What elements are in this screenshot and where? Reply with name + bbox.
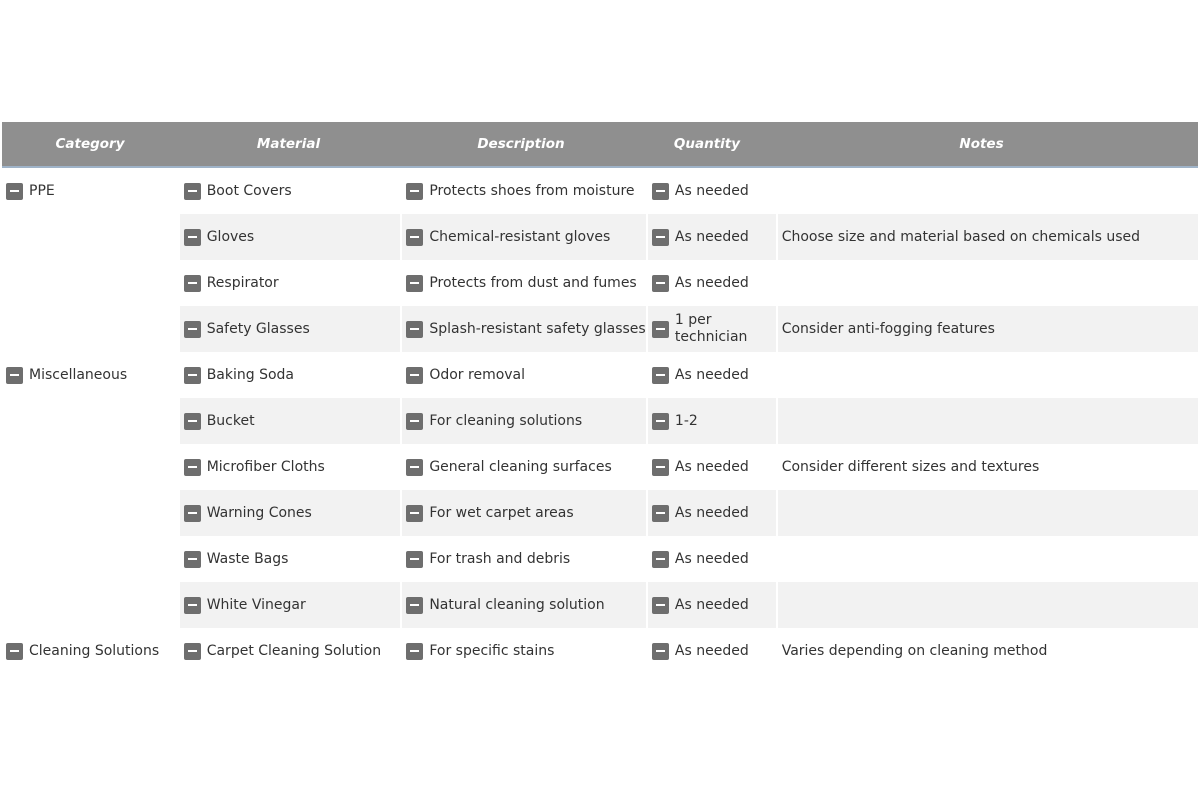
cell-category (2, 306, 178, 352)
cell-category (2, 214, 178, 260)
collapse-icon[interactable] (406, 367, 423, 384)
cell-text: Cleaning Solutions (29, 643, 160, 659)
cell-text: Respirator (206, 275, 279, 291)
cell-material (180, 168, 401, 214)
table-row (2, 398, 1198, 444)
collapse-icon[interactable] (652, 321, 669, 338)
header-category[interactable]: Category (55, 136, 125, 152)
cell-text: For trash and debris (429, 551, 571, 567)
header-quantity[interactable]: Quantity (673, 136, 741, 152)
cell-quantity (648, 168, 776, 214)
collapse-icon[interactable] (406, 597, 423, 614)
cell-text: Microfiber Cloths (206, 459, 325, 475)
collapse-icon[interactable] (184, 643, 201, 660)
cell-material (180, 214, 401, 260)
cell-quantity (648, 582, 776, 628)
cell-notes (778, 398, 1198, 444)
cell-text: For cleaning solutions (429, 413, 583, 429)
cell-category (2, 582, 178, 628)
cell-quantity (648, 214, 776, 260)
table-row (2, 260, 1198, 306)
cell-text: Baking Soda (206, 367, 295, 383)
header-description[interactable]: Description (477, 136, 565, 152)
cell-quantity (648, 536, 776, 582)
cell-description (402, 536, 646, 582)
cell-notes (778, 260, 1198, 306)
collapse-icon[interactable] (184, 413, 201, 430)
table-row (2, 582, 1198, 628)
collapse-icon[interactable] (652, 183, 669, 200)
cell-notes (778, 628, 1198, 674)
cell-description (402, 214, 646, 260)
cell-quantity (648, 398, 776, 444)
cell-text: PPE (29, 183, 55, 199)
cell-notes (778, 214, 1198, 260)
collapse-icon[interactable] (406, 505, 423, 522)
collapse-icon[interactable] (652, 275, 669, 292)
cell-material (180, 536, 401, 582)
cell-notes (778, 490, 1198, 536)
table-row (2, 214, 1198, 260)
cell-text: Waste Bags (206, 551, 289, 567)
collapse-icon[interactable] (652, 643, 669, 660)
collapse-icon[interactable] (406, 643, 423, 660)
table-row (2, 444, 1198, 490)
cell-notes (778, 352, 1198, 398)
cell-description (402, 168, 646, 214)
cell-description (402, 582, 646, 628)
cell-material (180, 260, 401, 306)
cell-material (180, 582, 401, 628)
cell-quantity (648, 490, 776, 536)
cell-text: 1-2 (674, 413, 698, 429)
cell-material (180, 490, 401, 536)
collapse-icon[interactable] (652, 505, 669, 522)
collapse-icon[interactable] (406, 321, 423, 338)
cell-text: As needed (674, 643, 749, 659)
table-header (2, 122, 1198, 168)
cell-category (2, 628, 178, 674)
cell-quantity (648, 306, 776, 352)
cell-category (2, 168, 178, 214)
header-notes[interactable]: Notes (959, 136, 1004, 152)
cell-text: For specific stains (429, 643, 555, 659)
cell-category (2, 444, 178, 490)
table-row (2, 628, 1198, 674)
cell-text: Natural cleaning solution (429, 597, 605, 613)
cell-notes (778, 168, 1198, 214)
cell-text: Boot Covers (206, 183, 292, 199)
table-body (2, 168, 1198, 674)
collapse-icon[interactable] (184, 183, 201, 200)
collapse-icon[interactable] (652, 551, 669, 568)
collapse-icon[interactable] (184, 597, 201, 614)
cell-text: As needed (674, 551, 749, 567)
cell-text: Gloves (206, 229, 255, 245)
collapse-icon[interactable] (184, 367, 201, 384)
cell-text: Chemical-resistant gloves (429, 229, 611, 245)
cell-quantity (648, 444, 776, 490)
collapse-icon[interactable] (184, 459, 201, 476)
cell-text: As needed (674, 367, 749, 383)
cell-text: As needed (674, 229, 749, 245)
cell-description (402, 628, 646, 674)
cell-description (402, 306, 646, 352)
collapse-icon[interactable] (652, 459, 669, 476)
cell-quantity (648, 628, 776, 674)
collapse-icon[interactable] (406, 413, 423, 430)
collapse-icon[interactable] (6, 367, 23, 384)
collapse-icon[interactable] (652, 597, 669, 614)
collapse-icon[interactable] (406, 275, 423, 292)
collapse-icon[interactable] (406, 183, 423, 200)
cell-material (180, 398, 401, 444)
cell-text: As needed (674, 597, 749, 613)
cell-description (402, 260, 646, 306)
cell-material (180, 306, 401, 352)
cell-description (402, 490, 646, 536)
cell-text: Splash-resistant safety glasses (429, 321, 646, 337)
collapse-icon[interactable] (184, 321, 201, 338)
collapse-icon[interactable] (652, 367, 669, 384)
cell-text: White Vinegar (206, 597, 306, 613)
cell-description (402, 352, 646, 398)
cell-description (402, 398, 646, 444)
table-row (2, 168, 1198, 214)
cell-text: Protects shoes from moisture (429, 183, 635, 199)
cell-notes (778, 306, 1198, 352)
cell-text: Carpet Cleaning Solution (206, 643, 382, 659)
cell-material (180, 628, 401, 674)
collapse-icon[interactable] (184, 275, 201, 292)
cell-material (180, 444, 401, 490)
materials-table (2, 122, 1198, 674)
collapse-icon[interactable] (184, 229, 201, 246)
collapse-icon[interactable] (6, 183, 23, 200)
cell-text: 1 per technician (674, 312, 748, 345)
header-material[interactable]: Material (256, 136, 321, 152)
cell-notes (778, 582, 1198, 628)
cell-notes (778, 536, 1198, 582)
cell-category (2, 352, 178, 398)
collapse-icon[interactable] (652, 229, 669, 246)
cell-category (2, 398, 178, 444)
cell-category (2, 260, 178, 306)
cell-text: Warning Cones (206, 505, 312, 521)
cell-description (402, 444, 646, 490)
cell-text: As needed (674, 459, 749, 475)
collapse-icon[interactable] (406, 551, 423, 568)
cell-text: Choose size and material based on chemicals used (781, 229, 1140, 245)
collapse-icon[interactable] (652, 413, 669, 430)
table-row (2, 536, 1198, 582)
cell-notes (778, 444, 1198, 490)
cell-text: As needed (674, 183, 749, 199)
collapse-icon[interactable] (406, 229, 423, 246)
table-row (2, 306, 1198, 352)
cell-text: Miscellaneous (29, 367, 128, 383)
cell-text: Bucket (206, 413, 255, 429)
cell-text: For wet carpet areas (429, 505, 574, 521)
cell-text: Safety Glasses (206, 321, 310, 337)
table-row (2, 490, 1198, 536)
cell-text: Consider different sizes and textures (781, 459, 1040, 475)
cell-category (2, 490, 178, 536)
collapse-icon[interactable] (184, 505, 201, 522)
cell-text: As needed (674, 275, 749, 291)
cell-text: Varies depending on cleaning method (781, 643, 1048, 659)
cell-material (180, 352, 401, 398)
cell-quantity (648, 260, 776, 306)
cell-text: Odor removal (429, 367, 526, 383)
cell-category (2, 536, 178, 582)
cell-text: As needed (674, 505, 749, 521)
cell-text: Protects from dust and fumes (429, 275, 637, 291)
table-row (2, 352, 1198, 398)
collapse-icon[interactable] (6, 643, 23, 660)
cell-quantity (648, 352, 776, 398)
collapse-icon[interactable] (406, 459, 423, 476)
cell-text: General cleaning surfaces (429, 459, 612, 475)
cell-text: Consider anti-fogging features (781, 321, 995, 337)
collapse-icon[interactable] (184, 551, 201, 568)
